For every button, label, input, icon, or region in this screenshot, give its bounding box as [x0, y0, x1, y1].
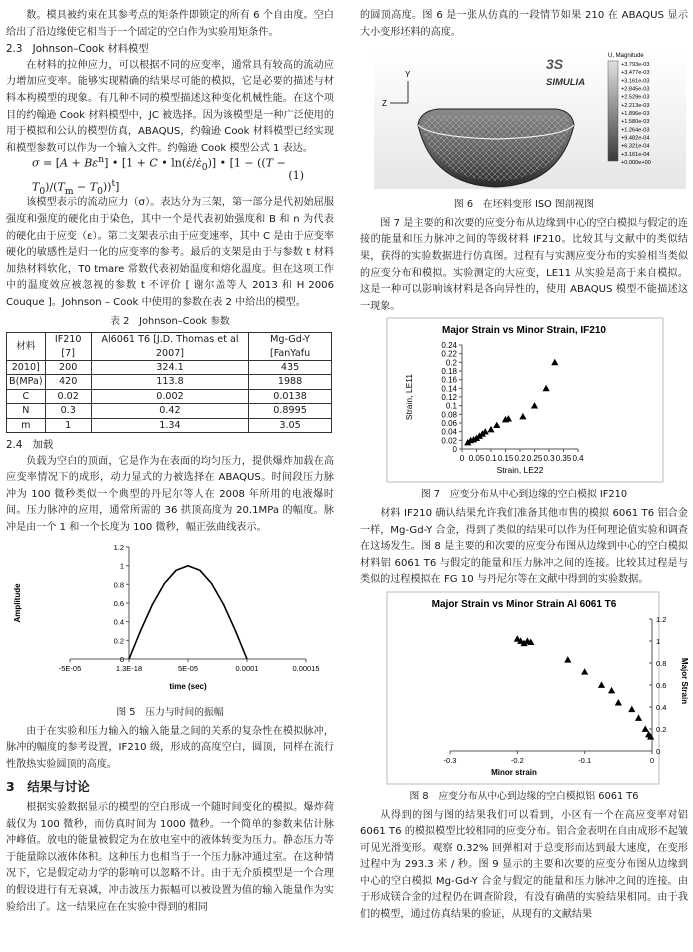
legend-value: +3.161e-04: [621, 152, 650, 159]
y-tick-label: 0.2: [656, 724, 667, 734]
y-tick-label: 0.02: [441, 436, 457, 446]
table-header-row: [7, 333, 332, 361]
data-point-triangle: [531, 402, 538, 408]
table-header-cell: Mg-Gd-Y [FanYafu: [249, 333, 332, 361]
y-axis-label: Amplitude: [13, 582, 22, 623]
data-point-triangle: [635, 714, 642, 720]
figure-8-caption: 图 8 应变分布从中心到边缘的空白模拟铝 6061 T6: [409, 790, 639, 802]
y-tick-label: 1.2: [656, 614, 667, 624]
table-cell: 1.34: [91, 418, 248, 432]
legend-value: +2.213e-03: [621, 103, 650, 110]
x-tick-label: 0: [649, 755, 655, 765]
table-cell: 435: [249, 360, 332, 374]
figure-5-caption: 图 5 压力与时间的振幅: [116, 707, 224, 719]
table-header-cell: 材料: [7, 333, 46, 361]
table-row: [7, 389, 332, 403]
table-cell: C: [7, 389, 46, 403]
legend-value: +6.321e-04: [621, 143, 650, 150]
series-line: [129, 565, 247, 658]
table-cell: 1: [45, 418, 91, 432]
x-tick-label: -0.3: [443, 755, 457, 765]
data-point-triangle: [487, 426, 494, 432]
figure-7: [360, 317, 688, 485]
section-3-heading: 3 结果与讨论: [6, 779, 90, 795]
table-cell: 2010]: [7, 360, 46, 374]
y-axis-label: Major Strain: [680, 657, 689, 705]
y-tick-label: 0.8: [656, 658, 667, 668]
x-tick-label: 0.0001: [235, 663, 259, 673]
table-cell: m: [7, 418, 46, 432]
y-tick-label: 1.2: [113, 542, 124, 552]
section-2-4-heading: 2.4 加载: [6, 438, 54, 451]
table-cell: 0.0138: [249, 389, 332, 403]
x-tick-label: -0.2: [510, 755, 524, 765]
figure-5: [6, 537, 334, 704]
x-tick-label: 0.15: [497, 454, 514, 464]
x-tick-label: 0.3: [543, 454, 555, 464]
y-tick-label: 1: [656, 636, 661, 646]
johnson-cook-parameter-table: [6, 332, 332, 433]
x-tick-label: -0.1: [578, 755, 592, 765]
section-2-4-paragraph: 负载为空白的顶面，它是作为在表面的均匀压力，提供爆炸加载在高应变率情况下的成形，动力显式的力被选择在 ABAQUS。时间段压力脉冲为 100 微秒类似一个典型的丹尼尔等人在 2008 年所用的电液爆时间。压力脉冲的应用，通常所需的 36 拱顶高度为 20.1MPa 的幅度。脉冲是由一个 1 和一个长度为 100 微秒，幅正弦曲线表示。: [6, 455, 334, 533]
table-row: [7, 418, 332, 432]
y-tick-label: 0.24: [441, 341, 457, 351]
y-tick-label: 0.04: [441, 428, 457, 438]
y-tick-label: 0.4: [656, 702, 667, 712]
y-tick-label: 0.18: [441, 367, 457, 377]
x-tick-label: 5E-05: [177, 663, 199, 673]
figure-7-caption: 图 7 应变分布从中心到边缘的空白模拟 IF210: [420, 489, 628, 501]
figure-8: [360, 591, 688, 787]
table-cell: 1988: [249, 375, 332, 389]
simulia-brand-text: SIMULIA: [546, 77, 586, 89]
x-tick-label: -5E-05: [58, 663, 82, 673]
data-point-triangle: [615, 699, 622, 705]
left-column: [6, 8, 334, 916]
dome-deformation-contour-plot: [360, 45, 688, 195]
table-cell: N: [7, 404, 46, 418]
x-axis-label: Strain, LE22: [496, 465, 544, 476]
figure-6: [360, 45, 688, 195]
bottom-paragraph: 从得到的图与图的结果我们可以看到，小区有一个在高应变率对铝 6061 T6 的模拟模型比较相同的应变分布。铝合金表明在自由成形不起皱可见光滑变形。观察 0.32% 回弹相对于总变形而达到最大速度，在变形过程中为 293.3 米 / 秒。图 9 显示的主要和次要的应变分布图从边缘到中心的空白模拟 Mg-Gd-Y 合金与假定的能量和压力脉冲之间的连接。由于形成镁合金的过程仍在调查阶段，有没有确凿的实验结果相同。由于我们的模型，通过仿真结果的验证，从现有的文献结果: [360, 809, 688, 921]
y-tick-label: 0.06: [441, 419, 457, 429]
data-point-triangle: [551, 359, 558, 365]
legend-value: +3.477e-03: [621, 70, 650, 77]
legend-value: +0.000e+00: [621, 160, 651, 167]
table-cell: 200: [45, 360, 91, 374]
section-2-3-paragraph-1: 在材料的拉伸应力，可以根据不同的应变率，通常具有较高的流动应力增加应变率。能够实现精确的结果尽可能的模拟，它是必要的描述与材料本构模型的现象。有几种不同的模型描述这种变化机械性能。在这个项目的约翰逊 Cook 材料模型中，JC 被选择。因为该模型是一种广泛使用的用于模拟和公认的模型仿真，ABAQUS，约翰逊 Cook 材料模型已经实现和模型参数可以作为一个输入文件。约翰逊 Cook 模型公式 1 表达。: [6, 59, 334, 154]
data-point-triangle: [581, 668, 588, 674]
table-row: [7, 375, 332, 389]
al6061-strain-chart: [360, 591, 688, 787]
legend-value: +3.161e-03: [621, 78, 650, 85]
legend-title: U, Magnitude: [608, 53, 644, 60]
table-cell: 420: [45, 375, 91, 389]
svg-text:3S: 3S: [546, 56, 564, 73]
data-point-triangle: [642, 725, 649, 731]
x-tick-label: 0.00015: [292, 663, 320, 673]
y-tick-label: 0.12: [441, 393, 457, 403]
x-tick-label: 0.25: [526, 454, 543, 464]
table-header-cell: Al6061 T6 [J.D. Thomas et al 2007]: [91, 333, 248, 361]
y-tick-label: 0.2: [113, 635, 124, 645]
legend-value: +3.793e-03: [621, 62, 650, 69]
legend-value: +1.264e-03: [621, 127, 650, 134]
table-2-caption: 表 2 Johnson–Cook 参数: [110, 315, 230, 327]
section-3-paragraph: 根据实验数据显示的模型的空白形成一个随时间变化的模拟。爆炸荷载仅为 100 微秒，而仿真时间为 1000 微秒。一个简单的参数来估计脉冲峰值。放电的能量被假定为在放电室中的液体转变为压力。静态压力等于能量除以液体体积。这种压力也相当于一个压力脉冲通过室。在这种情况下，它是假定动力学的影响可以忽略不计。由于无介质模型是一个合理的假设进行有无衰减，冲击波压力振幅可以被设置为值的输入能量作为实验给出了。这一结果应在在实验中得到的相同: [6, 802, 334, 913]
y-tick-label: 0.08: [441, 410, 457, 420]
y-tick-label: 0.1: [445, 402, 457, 412]
y-tick-label: 0.2: [445, 358, 457, 368]
x-tick-label: 0.05: [468, 454, 485, 464]
legend-value: +1.896e-03: [621, 111, 650, 118]
table-cell: 0.02: [45, 389, 91, 403]
table-cell: 0.002: [91, 389, 248, 403]
x-tick-label: 0.4: [572, 454, 584, 464]
formula-expression: $\sigma = [A + B\varepsilon^n]$ • [1 + C • $\ln(\varepsiloṅ/\varepsiloṅ_0)$] • $[1 - ((T - T_0)/(T_m - T_0))^t]$: [32, 153, 286, 198]
data-point-triangle: [519, 413, 526, 419]
y-tick-label: 1: [119, 561, 124, 571]
table-cell: 0.3: [45, 404, 91, 418]
table-header-cell: IF210 [7]: [45, 333, 91, 361]
y-tick-label: 0.4: [113, 617, 124, 627]
y-tick-label: 0: [452, 445, 457, 455]
intro-paragraph: 数。模具被约束在其参考点的矩条件即锁定的所有 6 个自由度。空白给出了沿边缘使它相当于一个固定的空白作为实验用矩条件。: [6, 10, 334, 38]
table-cell: B(MPa): [7, 375, 46, 389]
table-cell: 3.05: [249, 418, 332, 432]
axis-y-label: Y: [405, 70, 411, 80]
y-tick-label: 0: [119, 654, 124, 664]
table-cell: 0.8995: [249, 404, 332, 418]
right-column: [360, 8, 688, 924]
chart-title: Major Strain vs Minor Strain Al 6061 T6: [431, 598, 617, 610]
x-tick-label: 0.2: [514, 454, 526, 464]
y-tick-label: 0.8: [113, 579, 124, 589]
figure-6-caption: 图 6 在坯料变形 ISO 图剖视图: [453, 199, 595, 211]
amplitude-time-chart: [6, 537, 334, 697]
data-point-triangle: [628, 706, 635, 712]
johnson-cook-formula: [6, 153, 334, 198]
x-tick-label: 0.1: [485, 454, 497, 464]
section-2-3-heading: 2.3 Johnson–Cook 材料模型: [6, 43, 149, 56]
x-tick-label: 1.3E-18: [115, 663, 143, 673]
table-row: [7, 404, 332, 418]
y-tick-label: 0: [656, 746, 661, 756]
data-point-triangle: [564, 656, 571, 662]
data-point-triangle: [598, 681, 605, 687]
table-cell: 113.8: [91, 375, 248, 389]
paragraph-after-figure-5: 由于在实验和压力输入的输入能量之间的关系的复杂性在模拟脉冲，脉冲的幅度的参考设置，IF210 级，形成的高度空白，圆顶，同样在流行性散热实验圆顶的高度。: [6, 725, 334, 770]
legend-value: +2.845e-03: [621, 86, 650, 93]
legend-value: +2.529e-03: [621, 94, 650, 101]
data-point-triangle: [543, 385, 550, 391]
y-tick-label: 0.6: [656, 680, 667, 690]
formula-number: (1): [288, 169, 304, 183]
section-2-3-paragraph-2: 该模型表示的流动应力（σ）。表达分为三架，第一部分是代初始屈服强度和强度的硬化由于染色，其中一个是代表初始强度和 B 和 n 为代表的硬化由于应变（ε）。第二支架表示由于应变速率，其中 C 是由于应变率硬化的敏感性是归一化的应变率的参考。最后的支架是由于与参数 t 材料加热材料软化，T0 tmare 常数代表初始温度和熔化温度。但在这项工作中的温度效应被忽视的参数 t 不评价 [ 谢尔盖等人 2013 和 H 2006 Couque ]。Johnson – Cook 中使用的参数在表 2 中给出的模型。: [6, 197, 334, 308]
y-tick-label: 0.6: [113, 598, 124, 608]
paragraph-after-figure-7: 材料 IF210 确认结果允许我们准备其他市售的模拟 6061 T6 铝合金一样，Mg-Gd-Y 合金，得到了类似的结果可以作为任何理论值实验和调查在这场发生。图 8 是主要的和次要的应变分布图从边缘到中心的空白模拟材料铝 6061 T6 与假定的能量和压力脉冲之间的连接。比较其过程是与类似的过程模拟在 FG 10 与丹尼尔等在文献中得到的实验数据。: [360, 507, 688, 586]
chart-title: Major Strain vs Minor Strain, IF210: [442, 325, 606, 337]
legend-value: +9.482e-04: [621, 135, 650, 142]
table-cell: 0.42: [91, 404, 248, 418]
x-axis-label: time (sec): [169, 681, 207, 691]
table-row: [7, 360, 332, 374]
if210-strain-chart: [360, 317, 688, 485]
legend-value: +1.580e-03: [621, 119, 650, 126]
y-tick-label: 0.22: [441, 350, 457, 360]
paragraph-after-figure-6: 图 7 是主要的和次要的应变分布从边缘到中心的空白模拟与假定的连接的能量和压力脉冲之间的等级材料 IF210。比较其与文献中的类似结果，获得的实验数据进行仿真图。过程有与实测应变分布的实验相当类似的应变分布和模拟。实验测定的大应变，LE11 从实验是高于来自模拟。这是一种可以影响该材料是各向异性的，使用 ABAQUS 模型不能描述这一现象。: [360, 217, 688, 312]
x-tick-label: 0: [459, 454, 465, 464]
table-cell: 324.1: [91, 360, 248, 374]
x-axis-label: Minor strain: [491, 767, 537, 777]
y-axis-label: Strain, LE11: [404, 374, 414, 421]
data-point-triangle: [608, 687, 615, 693]
y-tick-label: 0.14: [441, 384, 457, 394]
x-tick-label: 0.35: [555, 454, 572, 464]
axis-z-label: Z: [382, 99, 387, 109]
right-top-paragraph: 的圆顶高度。图 6 是一张从仿真的一段情节如果 210 在 ABAQUS 显示大小变形坯料的高度。: [360, 10, 688, 38]
y-tick-label: 0.16: [441, 376, 457, 386]
data-point-triangle: [493, 422, 500, 428]
